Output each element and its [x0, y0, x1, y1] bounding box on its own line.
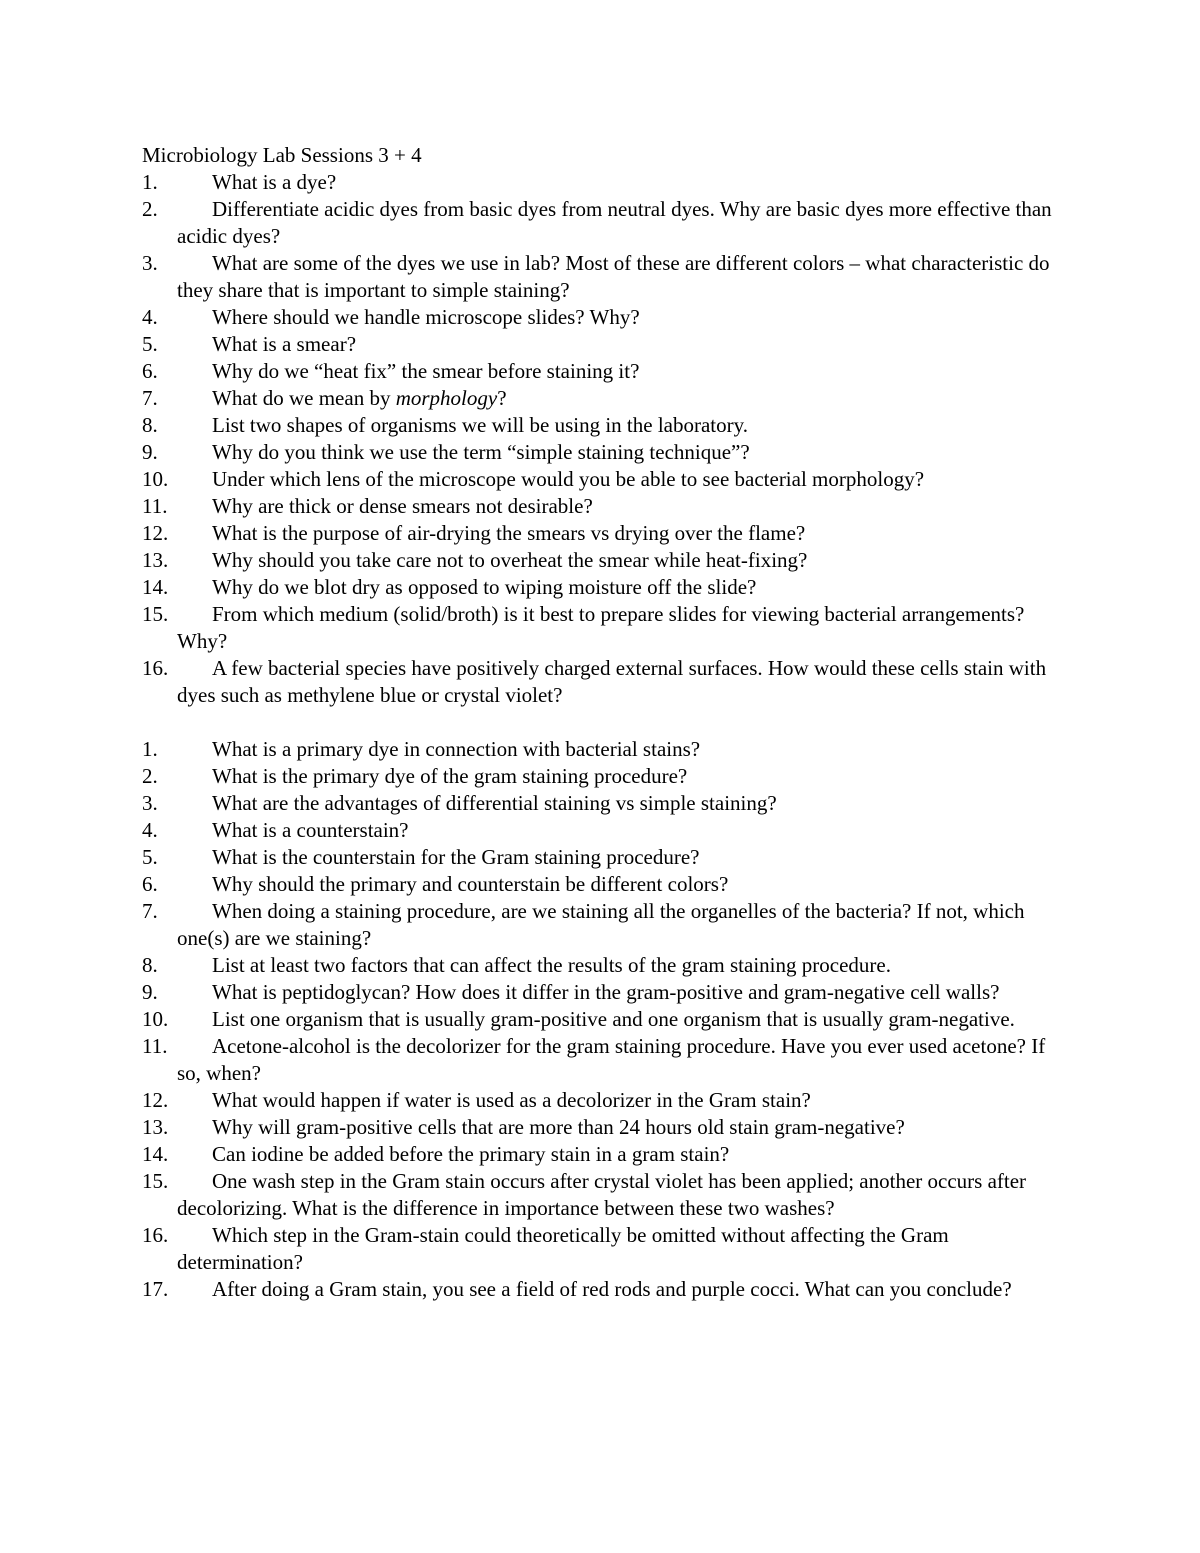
question-item [142, 1087, 1072, 1114]
question-item [142, 466, 1072, 493]
question-item [142, 898, 1072, 952]
question-number: 5. [142, 332, 158, 356]
question-number: 10. [142, 467, 169, 491]
question-number: 14. [142, 1142, 169, 1166]
question-number: 2. [142, 197, 158, 221]
question-item [142, 493, 1072, 520]
question-text-start: What do we mean by [212, 386, 396, 410]
question-number: 1. [142, 737, 158, 761]
question-number: 6. [142, 359, 158, 383]
question-text: What are some of the dyes we use in lab? Most of these are different colors – what characteristic do they share that is important to simple staining? [177, 251, 1050, 302]
question-number: 9. [142, 440, 158, 464]
question-text: What is the primary dye of the gram staining procedure? [212, 764, 688, 788]
question-item [142, 331, 1072, 358]
question-item [142, 196, 1072, 250]
question-text: What would happen if water is used as a decolorizer in the Gram stain? [212, 1088, 811, 1112]
question-text: Why should you take care not to overheat the smear while heat-fixing? [212, 548, 808, 572]
question-number: 4. [142, 305, 158, 329]
question-text: What is the counterstain for the Gram staining procedure? [212, 845, 700, 869]
question-item [142, 952, 1072, 979]
question-number: 13. [142, 548, 169, 572]
question-item [142, 763, 1072, 790]
question-number: 13. [142, 1115, 169, 1139]
question-number: 12. [142, 1088, 169, 1112]
question-item [142, 844, 1072, 871]
question-number: 16. [142, 1223, 169, 1247]
question-item [142, 304, 1072, 331]
question-list-session-4 [142, 736, 1072, 1303]
question-number: 8. [142, 413, 158, 437]
question-number: 4. [142, 818, 158, 842]
question-text: One wash step in the Gram stain occurs after crystal violet has been applied; another occurs after decolorizing. What is the difference in importance between these two washes? [177, 1169, 1027, 1220]
question-text: Why do we blot dry as opposed to wiping moisture off the slide? [212, 575, 757, 599]
question-text: Under which lens of the microscope would you be able to see bacterial morphology? [212, 467, 925, 491]
question-text: After doing a Gram stain, you see a field of red rods and purple cocci. What can you conclude? [212, 1277, 1012, 1301]
question-text: What is peptidoglycan? How does it differ in the gram-positive and gram-negative cell walls? [212, 980, 1000, 1004]
question-text: Differentiate acidic dyes from basic dyes from neutral dyes. Why are basic dyes more effective than acidic dyes? [177, 197, 1052, 248]
question-list-session-3 [142, 169, 1072, 709]
section-spacer [142, 709, 1072, 736]
question-item [142, 1006, 1072, 1033]
question-item [142, 250, 1072, 304]
question-text: What are the advantages of differential staining vs simple staining? [212, 791, 777, 815]
question-text: Why do you think we use the term “simple staining technique”? [212, 440, 750, 464]
question-number: 3. [142, 791, 158, 815]
question-text: List two shapes of organisms we will be using in the laboratory. [212, 413, 749, 437]
question-item [142, 871, 1072, 898]
question-number: 8. [142, 953, 158, 977]
question-item [142, 817, 1072, 844]
question-item [142, 655, 1072, 709]
question-text: Why will gram-positive cells that are more than 24 hours old stain gram-negative? [212, 1115, 905, 1139]
page-title: Microbiology Lab Sessions 3 + 4 [142, 143, 422, 167]
question-item [142, 1276, 1072, 1303]
question-text: A few bacterial species have positively charged external surfaces. How would these cells stain with dyes such as methylene blue or crystal violet? [177, 656, 1047, 707]
question-number: 9. [142, 980, 158, 1004]
question-item [142, 385, 1072, 412]
question-item [142, 574, 1072, 601]
question-text: When doing a staining procedure, are we staining all the organelles of the bacteria? If not, which one(s) are we staining? [177, 899, 1025, 950]
question-text: List at least two factors that can affect the results of the gram staining procedure. [212, 953, 891, 977]
question-number: 7. [142, 899, 158, 923]
question-text: Why should the primary and counterstain be different colors? [212, 872, 729, 896]
question-item [142, 601, 1072, 655]
question-text: What is the purpose of air-drying the smears vs drying over the flame? [212, 521, 806, 545]
question-item [142, 1168, 1072, 1222]
question-text [177, 385, 1072, 412]
question-text: Where should we handle microscope slides? Why? [212, 305, 640, 329]
question-item [142, 979, 1072, 1006]
question-text: Why do we “heat fix” the smear before staining it? [212, 359, 640, 383]
question-item [142, 1033, 1072, 1087]
question-number: 10. [142, 1007, 169, 1031]
question-number: 6. [142, 872, 158, 896]
question-text: Why are thick or dense smears not desirable? [212, 494, 593, 518]
question-number: 16. [142, 656, 169, 680]
question-item [142, 547, 1072, 574]
question-number: 12. [142, 521, 169, 545]
emphasized-term: morphology [395, 386, 498, 410]
question-item [142, 1114, 1072, 1141]
question-text: Which step in the Gram-stain could theoretically be omitted without affecting the Gram determination? [177, 1223, 949, 1274]
question-number: 15. [142, 1169, 169, 1193]
question-number: 11. [142, 494, 168, 518]
question-text: What is a dye? [212, 170, 337, 194]
question-text: What is a primary dye in connection with bacterial stains? [212, 737, 701, 761]
question-text: From which medium (solid/broth) is it best to prepare slides for viewing bacterial arrangements? Why? [177, 602, 1025, 653]
question-text: Can iodine be added before the primary stain in a gram stain? [212, 1142, 730, 1166]
question-text: List one organism that is usually gram-positive and one organism that is usually gram-negative. [212, 1007, 1015, 1031]
question-text: What is a smear? [212, 332, 357, 356]
question-number: 11. [142, 1034, 168, 1058]
question-text: What is a counterstain? [212, 818, 409, 842]
question-number: 5. [142, 845, 158, 869]
question-item [142, 520, 1072, 547]
question-number: 1. [142, 170, 158, 194]
question-number: 14. [142, 575, 169, 599]
question-item [142, 1141, 1072, 1168]
question-item [142, 736, 1072, 763]
question-number: 15. [142, 602, 169, 626]
question-number: 3. [142, 251, 158, 275]
question-item [142, 439, 1072, 466]
question-number: 17. [142, 1277, 169, 1301]
question-item [142, 1222, 1072, 1276]
document-page [142, 142, 1072, 1303]
question-number: 2. [142, 764, 158, 788]
question-number: 7. [142, 386, 158, 410]
question-text-end: ? [497, 386, 507, 410]
question-item [142, 169, 1072, 196]
question-text: Acetone-alcohol is the decolorizer for the gram staining procedure. Have you ever used acetone? If so, when? [177, 1034, 1046, 1085]
question-item [142, 412, 1072, 439]
question-item [142, 358, 1072, 385]
question-item [142, 790, 1072, 817]
